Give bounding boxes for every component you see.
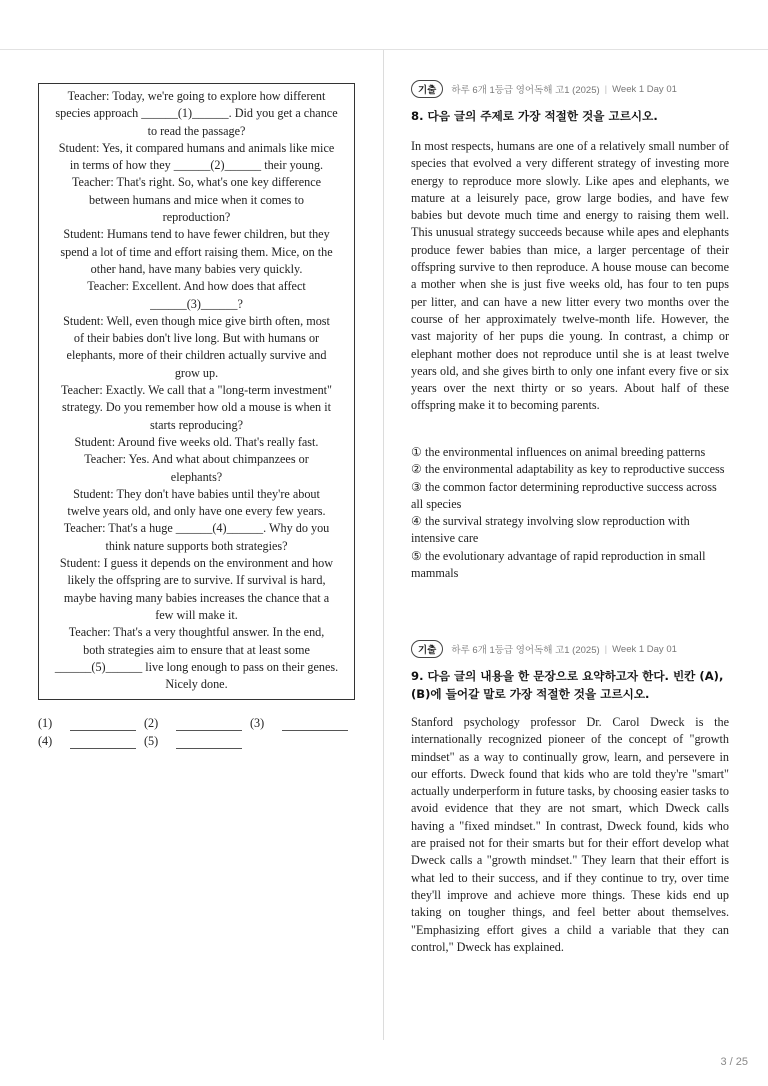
dialogue-line: think nature supports both strategies? (105, 538, 288, 553)
q8-passage: In most respects, humans are one of a relatively small number of species that evolved a very different strategy of investing more energy to reproduce more slowly. Like apes and elephants, we mature at a leisurely pace, grow large bodies, and have few babies but devote much time and energy to raising them well. This unusual strategy succeeds because while apes and elephants produce fewer babies than mice, a larger percentage of their offspring survive to then reproduce. A house mouse can become a mother when she is just five weeks old, has four to ten pups per litter, and can have a new litter every two months over the course of her approximately twelve-month life. However, the vast majority of her pups die young. In contrast, a chimp or elephant mother does not reproduce until she is at least twelve years old, and she gives birth to only one infant every five or six years over the next thirty or so years. About half of these offspring make it to becoming parents. (411, 139, 729, 413)
dialogue-line: strategy. Do you remember how old a mouse is when it (62, 400, 331, 415)
dialogue-line: Teacher: That's a huge ______(4)______. Why do you (63, 521, 330, 536)
dialogue-line: twelve years old, and only have one every few years. (67, 504, 326, 519)
answer-blank-3[interactable] (250, 716, 356, 731)
dialogue-line: species approach ______(1)______. Did you get a chance (55, 106, 338, 121)
q9-header (411, 640, 677, 658)
page-number: 3 / 25 (720, 1056, 748, 1068)
q8-source: 하루 6개 1등급 영어독해 고1 (2025) (451, 85, 600, 96)
answer-label: (4) (38, 734, 53, 748)
answer-blank-1[interactable] (38, 716, 144, 731)
dialogue-line: to read the passage? (147, 123, 246, 138)
dialogue-line: Student: I guess it depends on the environment and how (59, 556, 334, 571)
answer-label: (2) (144, 716, 159, 730)
blank-line (70, 737, 136, 749)
dialogue-line: grow up. (174, 365, 219, 380)
q9-source: 하루 6개 1등급 영어독해 고1 (2025) (451, 645, 600, 656)
q8-title: 8. 다음 글의 주제로 가장 적절한 것을 고르시오. (411, 109, 658, 123)
answer-blank-5[interactable] (144, 734, 250, 749)
dialogue-line: Teacher: Today, we're going to explore how different (67, 89, 326, 103)
dialogue-line: between humans and mice when it comes to (89, 192, 304, 207)
blank-line (176, 719, 242, 731)
answer-label: (3) (250, 716, 265, 730)
answer-row-1 (38, 713, 368, 731)
blank-line (282, 719, 348, 731)
q9-week: Week 1 Day 01 (612, 643, 677, 655)
dialogue-line: Teacher: That's a very thoughtful answer. In the end, (68, 625, 325, 640)
column-divider (383, 50, 384, 1040)
dialogue-line: likely the offspring are to survive. If survival is hard, (67, 573, 326, 588)
dialogue-line: ______(3)______? (150, 296, 243, 311)
dialogue-line: starts reproducing? (149, 417, 244, 432)
dialogue-line: Teacher: Exactly. We call that a "long-term investment" (60, 383, 333, 398)
q9-title: 9. 다음 글의 내용을 한 문장으로 요약하고자 한다. 빈칸 (A), (B)에 들어갈 말로 가장 적절한 것을 고르시오. (411, 669, 724, 701)
dialogue-line: Student: Around five weeks old. That's really fast. (74, 434, 319, 449)
option-1[interactable]: ① the environmental influences on animal breeding patterns (411, 445, 706, 459)
option-4[interactable]: ④ the survival strategy involving slow reproduction with intensive care (411, 514, 690, 546)
q8-options (411, 444, 729, 582)
q8-badge: 기출 (411, 80, 443, 98)
answer-blank-2[interactable] (144, 716, 250, 731)
dialogue-line: reproduction? (162, 210, 231, 225)
option-2[interactable]: ② the environmental adaptability as key to reproductive success (411, 462, 725, 477)
answer-blank-4[interactable] (38, 734, 144, 749)
answer-blanks (38, 713, 368, 749)
blank-line (70, 719, 136, 731)
q8-header (411, 80, 677, 98)
separator: | (604, 643, 608, 655)
dialogue-line: spend a lot of time and effort raising them. Mice, on the (60, 244, 333, 259)
dialogue-line: Student: Yes, it compared humans and animals like mice (58, 140, 335, 155)
dialogue-line: Nicely done. (165, 677, 228, 692)
top-bar (0, 0, 768, 50)
dialogue-line: maybe having many babies increases the chance that a (63, 590, 330, 605)
dialogue-line: Teacher: That's right. So, what's one key difference (71, 175, 322, 190)
dialogue-line: Student: Well, even though mice give birth often, most (63, 313, 330, 328)
dialogue-line: ______(5)______ live long enough to pass on their genes. (54, 659, 339, 674)
dialogue-box (38, 83, 355, 700)
dialogue-line: Student: They don't have babies until they're about (73, 486, 320, 501)
answer-label: (5) (144, 734, 159, 748)
dialogue-line: elephants, more of their children actually survive and (66, 348, 327, 363)
dialogue-line: Teacher: Excellent. And how does that affect (87, 279, 306, 294)
q9-badge: 기출 (411, 640, 443, 658)
dialogue-line: both strategies aim to ensure that at least some (83, 642, 310, 657)
dialogue-line: Student: Humans tend to have fewer children, but they (63, 227, 330, 242)
dialogue-line: Teacher: Yes. And what about chimpanzees or (84, 452, 309, 467)
q8-week: Week 1 Day 01 (612, 83, 677, 95)
dialogue-line: other hand, have many babies very quickly. (90, 261, 303, 276)
dialogue-line: in terms of how they ______(2)______ their young. (69, 158, 324, 173)
option-5[interactable]: ⑤ the evolutionary advantage of rapid reproduction in small mammals (411, 548, 706, 581)
dialogue-line: few will make it. (155, 607, 238, 622)
dialogue-line: of their babies don't live long. But with humans or (73, 331, 320, 346)
blank-line (176, 737, 242, 749)
answer-label: (1) (38, 716, 53, 730)
option-3[interactable]: ③ the common factor determining reproductive success across all species (411, 479, 717, 511)
dialogue-line: elephants? (170, 469, 223, 484)
answer-row-2 (38, 731, 368, 749)
separator: | (604, 83, 608, 95)
q9-passage: Stanford psychology professor Dr. Carol Dweck is the internationally recognized pioneer of the concept of "growth mindset" as a way to continually grow, learn, and persevere in our efforts. Dweck found that kids who are told they're "smart" actually underperform in future tasks, by choosing easier tasks to avoid evidence that they are not smart, which Dweck calls having a "fixed mindset." In contrast, Dweck found, kids who are praised not for their smarts but for their effort develop what Dweck calls a "growth mindset." They learn that their effort is what led to their success, and if they continue to try, over time they'll improve and achieve more things. These kids end up taking on tougher things, and feel better about themselves. "Emphasizing effort gives a child a variable that they can control," Dweck has explained. (411, 715, 729, 954)
